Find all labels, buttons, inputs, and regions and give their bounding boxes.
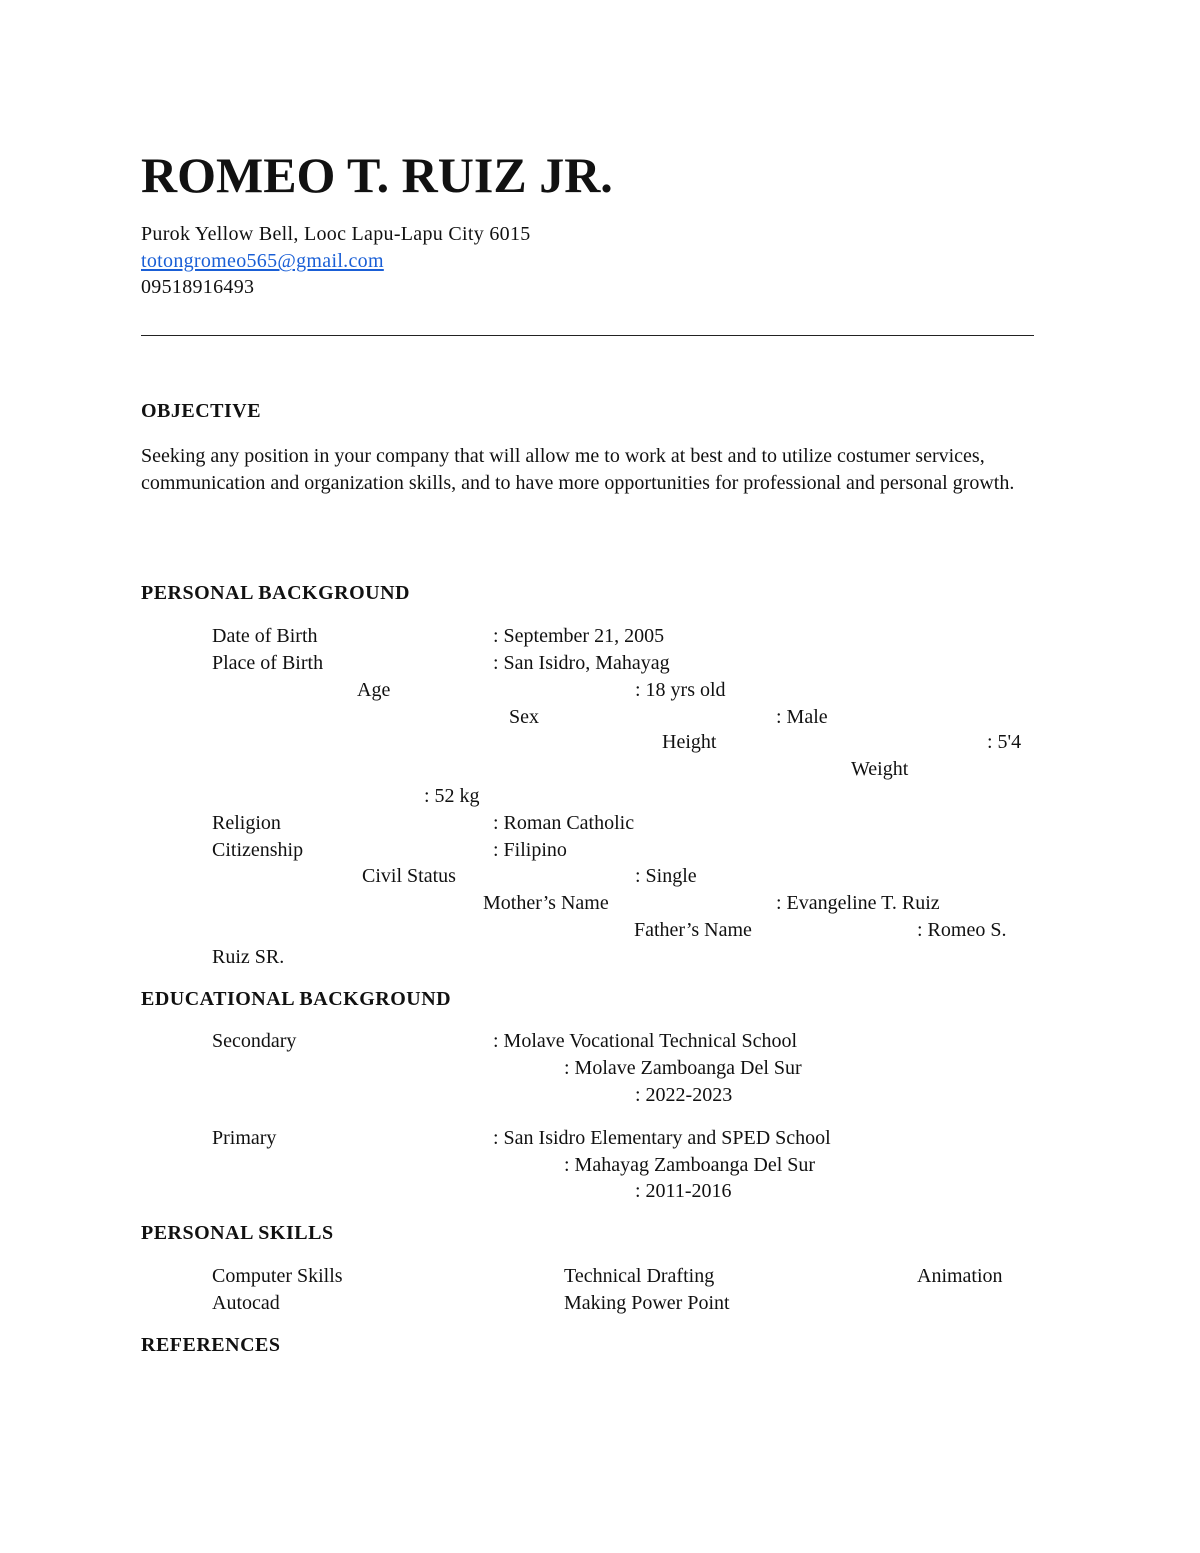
primary-location: : Mahayag Zamboanga Del Sur xyxy=(564,1154,816,1176)
secondary-location: : Molave Zamboanga Del Sur xyxy=(564,1057,802,1079)
phone-number: 09518916493 xyxy=(141,276,255,298)
sex-label: Sex xyxy=(509,706,539,728)
skill-item: Animation xyxy=(917,1265,1003,1287)
pob-label: Place of Birth xyxy=(212,652,324,674)
primary-label: Primary xyxy=(212,1127,277,1149)
mother-name-value: : Evangeline T. Ruiz xyxy=(776,892,940,914)
citizenship-value: : Filipino xyxy=(493,839,567,861)
civil-status-label: Civil Status xyxy=(362,865,456,887)
dob-label: Date of Birth xyxy=(212,625,318,647)
civil-status-value: : Single xyxy=(635,865,697,887)
header-divider xyxy=(141,335,1034,336)
pob-value: : San Isidro, Mahayag xyxy=(493,652,670,674)
secondary-school: : Molave Vocational Technical School xyxy=(493,1030,798,1052)
personal-background-heading: PERSONAL BACKGROUND xyxy=(141,582,410,604)
secondary-years: : 2022-2023 xyxy=(635,1084,733,1106)
personal-skills-heading: PERSONAL SKILLS xyxy=(141,1222,334,1244)
address: Purok Yellow Bell, Looc Lapu-Lapu City 6015 xyxy=(141,223,531,245)
email-link[interactable]: totongromeo565@gmail.com xyxy=(141,250,384,272)
religion-value: : Roman Catholic xyxy=(493,812,635,834)
resume-name: ROMEO T. RUIZ JR. xyxy=(141,147,613,203)
father-name-value: : Romeo S. xyxy=(917,919,1007,941)
weight-value: : 52 kg xyxy=(424,785,480,807)
dob-value: : September 21, 2005 xyxy=(493,625,665,647)
father-name-value-cont: Ruiz SR. xyxy=(212,946,285,968)
educational-background-heading: EDUCATIONAL BACKGROUND xyxy=(141,988,452,1010)
skill-item: Autocad xyxy=(212,1292,280,1314)
age-label: Age xyxy=(357,679,391,701)
skill-item: Technical Drafting xyxy=(564,1265,715,1287)
citizenship-label: Citizenship xyxy=(212,839,304,861)
references-heading: REFERENCES xyxy=(141,1334,281,1356)
height-value: : 5'4 xyxy=(987,731,1022,753)
secondary-label: Secondary xyxy=(212,1030,297,1052)
sex-value: : Male xyxy=(776,706,828,728)
skill-item: Making Power Point xyxy=(564,1292,730,1314)
father-name-label: Father’s Name xyxy=(634,919,752,941)
objective-heading: OBJECTIVE xyxy=(141,400,262,422)
religion-label: Religion xyxy=(212,812,281,834)
objective-text: Seeking any position in your company that will allow me to work at best and to utilize costumer services, communication and organization skills, and to have more opportunities for professional and personal growth. xyxy=(141,445,1015,494)
weight-label: Weight xyxy=(851,758,909,780)
height-label: Height xyxy=(662,731,717,753)
mother-name-label: Mother’s Name xyxy=(483,892,609,914)
age-value: : 18 yrs old xyxy=(635,679,726,701)
skill-item: Computer Skills xyxy=(212,1265,343,1287)
primary-years: : 2011-2016 xyxy=(635,1180,732,1202)
primary-school: : San Isidro Elementary and SPED School xyxy=(493,1127,831,1149)
